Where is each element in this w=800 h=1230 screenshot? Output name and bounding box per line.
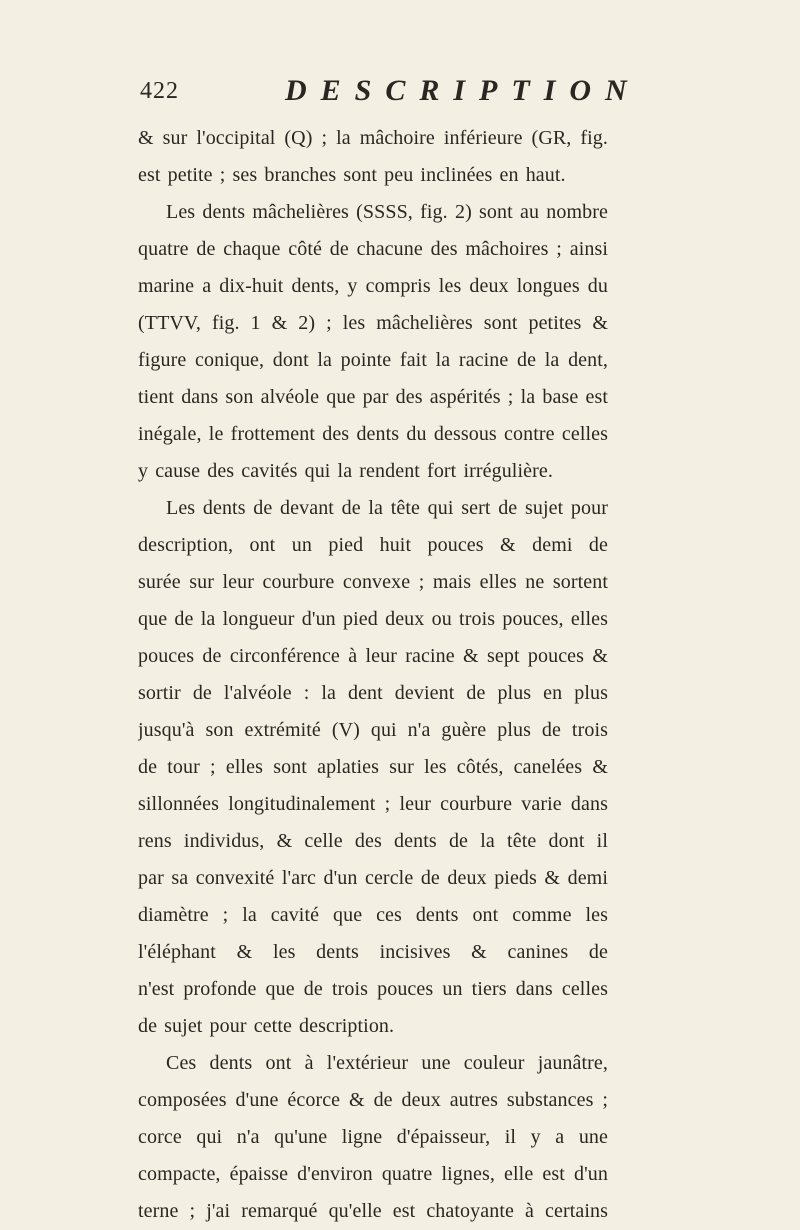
text-line: (TTVV, fig. 1 & 2) ; les mâchelières sont petites & — [138, 312, 608, 334]
text-line: diamètre ; la cavité que ces dents ont comme les — [138, 904, 608, 926]
text-line: jusqu'à son extrémité (V) qui n'a guère plus de trois — [138, 719, 608, 741]
text-line: de tour ; elles sont aplaties sur les côtés, canelées & — [138, 756, 608, 778]
text-line: y cause des cavités qui la rendent fort irrégulière. — [138, 460, 553, 482]
text-line: l'éléphant & les dents incisives & canines de — [138, 941, 608, 963]
body-text — [138, 120, 608, 1230]
text-line: rens individus, & celle des dents de la tête dont il — [138, 830, 608, 852]
text-line: & sur l'occipital (Q) ; la mâchoire inférieure (GR, fig. — [138, 127, 608, 149]
text-line: que de la longueur d'un pied deux ou trois pouces, elles — [138, 608, 608, 630]
text-line: composées d'une écorce & de deux autres substances ; — [138, 1089, 608, 1111]
running-title: DESCRIPTION — [285, 74, 641, 107]
text-line: inégale, le frottement des dents du dessous contre celles — [138, 423, 608, 445]
running-head — [140, 74, 641, 118]
text-line: terne ; j'ai remarqué qu'elle est chatoyante à certains — [138, 1200, 608, 1222]
text-line: quatre de chaque côté de chacune des mâchoires ; ainsi — [138, 238, 608, 260]
paragraph-start-line: Les dents mâchelières (SSSS, fig. 2) sont au nombre — [166, 201, 608, 223]
text-line: par sa convexité l'arc d'un cercle de deux pieds & demi — [138, 867, 608, 889]
text-line: compacte, épaisse d'environ quatre lignes, elle est d'un — [138, 1163, 608, 1185]
text-line: corce qui n'a qu'une ligne d'épaisseur, il y a une — [138, 1126, 608, 1148]
text-line: sortir de l'alvéole : la dent devient de plus en plus — [138, 682, 608, 704]
text-line: sillonnées longitudinalement ; leur courbure varie dans — [138, 793, 608, 815]
text-line: tient dans son alvéole que par des aspérités ; la base est — [138, 386, 608, 408]
text-line: description, ont un pied huit pouces & demi de — [138, 534, 608, 556]
text-line: est petite ; ses branches sont peu inclinées en haut. — [138, 164, 566, 186]
text-line: marine a dix-huit dents, y compris les deux longues du — [138, 275, 608, 297]
text-line: de sujet pour cette description. — [138, 1015, 395, 1037]
text-line: pouces de circonférence à leur racine & sept pouces & — [138, 645, 608, 667]
page-number: 422 — [140, 78, 179, 104]
paragraph-start-line: Les dents de devant de la tête qui sert de sujet pour — [166, 497, 608, 519]
text-line: figure conique, dont la pointe fait la racine de la dent, — [138, 349, 608, 371]
text-line: n'est profonde que de trois pouces un tiers dans celles — [138, 978, 608, 1000]
paragraph-start-line: Ces dents ont à l'extérieur une couleur jaunâtre, — [166, 1052, 608, 1074]
text-line: surée sur leur courbure convexe ; mais elles ne sortent — [138, 571, 608, 593]
